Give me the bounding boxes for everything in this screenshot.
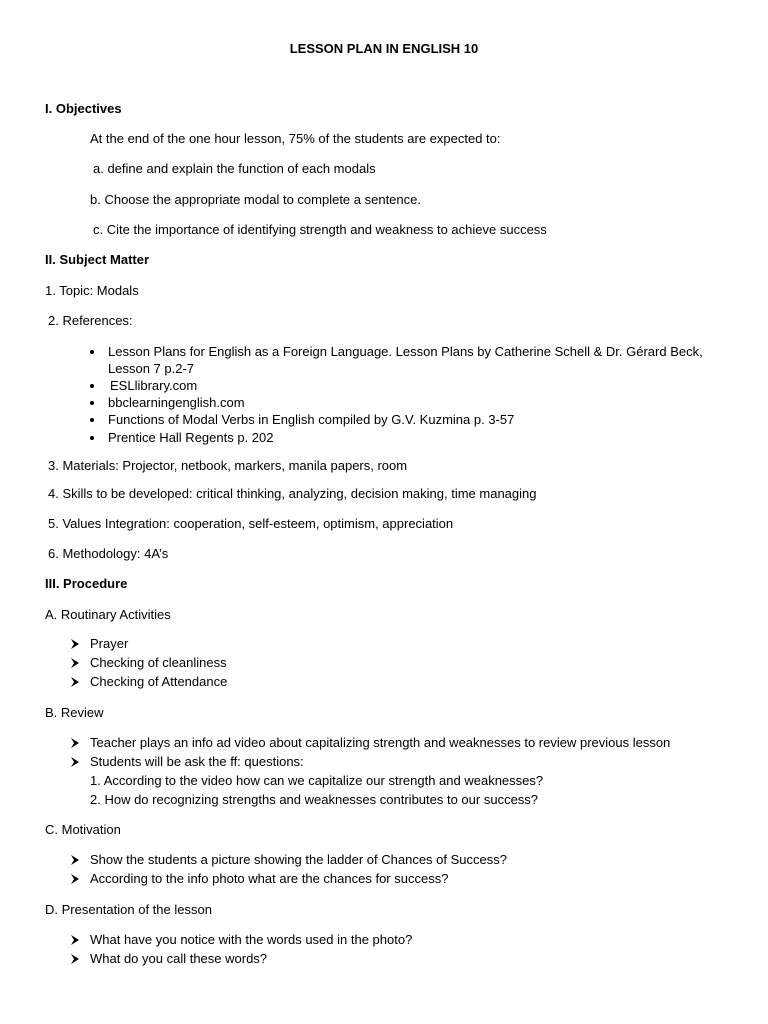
page-title: LESSON PLAN IN ENGLISH 10 <box>289 41 479 56</box>
reference-item-continued: Lesson 7 p.2-7 <box>108 361 195 376</box>
routinary-item: Checking of cleanliness <box>90 655 227 670</box>
subject-matter-heading: II. Subject Matter <box>45 252 150 267</box>
objective-item: c. Cite the importance of identifying strength and weakness to achieve success <box>93 222 547 237</box>
bullet-icon <box>90 384 94 388</box>
skills-line: 4. Skills to be developed: critical thinking, analyzing, decision making, time managing <box>48 486 537 501</box>
references-label: 2. References: <box>48 313 133 328</box>
routinary-item: Checking of Attendance <box>90 674 228 689</box>
arrow-bullet-icon <box>70 638 80 650</box>
bullet-icon <box>90 436 94 440</box>
motivation-heading: C. Motivation <box>45 822 121 837</box>
motivation-item: According to the info photo what are the chances for success? <box>90 871 449 886</box>
objectives-heading: I. Objectives <box>45 101 122 116</box>
review-question: 1. According to the video how can we capitalize our strength and weaknesses? <box>90 773 544 788</box>
bullet-icon <box>90 418 94 422</box>
review-item: Students will be ask the ff: questions: <box>90 754 304 769</box>
review-item: Teacher plays an info ad video about capitalizing strength and weaknesses to review previous lesson <box>90 735 671 750</box>
topic-line: 1. Topic: Modals <box>45 283 139 298</box>
arrow-bullet-icon <box>70 657 80 669</box>
presentation-item: What have you notice with the words used in the photo? <box>90 932 413 947</box>
reference-item: Prentice Hall Regents p. 202 <box>108 430 274 445</box>
reference-item: ESLlibrary.com <box>110 378 198 393</box>
procedure-heading: III. Procedure <box>45 576 128 591</box>
presentation-item: What do you call these words? <box>90 951 268 966</box>
routinary-heading: A. Routinary Activities <box>45 607 171 622</box>
arrow-bullet-icon <box>70 756 80 768</box>
motivation-item: Show the students a picture showing the ladder of Chances of Success? <box>90 852 507 867</box>
presentation-heading: D. Presentation of the lesson <box>45 902 212 917</box>
reference-item: Functions of Modal Verbs in English compiled by G.V. Kuzmina p. 3-57 <box>108 412 515 427</box>
arrow-bullet-icon <box>70 854 80 866</box>
review-question: 2. How do recognizing strengths and weaknesses contributes to our success? <box>90 792 539 807</box>
reference-item: Lesson Plans for English as a Foreign Language. Lesson Plans by Catherine Schell & Dr. Gérard Beck, <box>108 344 703 359</box>
arrow-bullet-icon <box>70 676 80 688</box>
bullet-icon <box>90 350 94 354</box>
reference-item: bbclearningenglish.com <box>108 395 245 410</box>
review-heading: B. Review <box>45 705 104 720</box>
objective-item: a. define and explain the function of each modals <box>93 161 376 176</box>
bullet-icon <box>90 401 94 405</box>
objective-item: b. Choose the appropriate modal to complete a sentence. <box>90 192 421 207</box>
arrow-bullet-icon <box>70 953 80 965</box>
routinary-item: Prayer <box>90 636 129 651</box>
materials-line: 3. Materials: Projector, netbook, markers, manila papers, room <box>48 458 408 473</box>
methodology-line: 6. Methodology: 4A’s <box>48 546 169 561</box>
arrow-bullet-icon <box>70 737 80 749</box>
objectives-intro: At the end of the one hour lesson, 75% of the students are expected to: <box>90 131 501 146</box>
values-line: 5. Values Integration: cooperation, self-esteem, optimism, appreciation <box>48 516 454 531</box>
arrow-bullet-icon <box>70 873 80 885</box>
arrow-bullet-icon <box>70 934 80 946</box>
